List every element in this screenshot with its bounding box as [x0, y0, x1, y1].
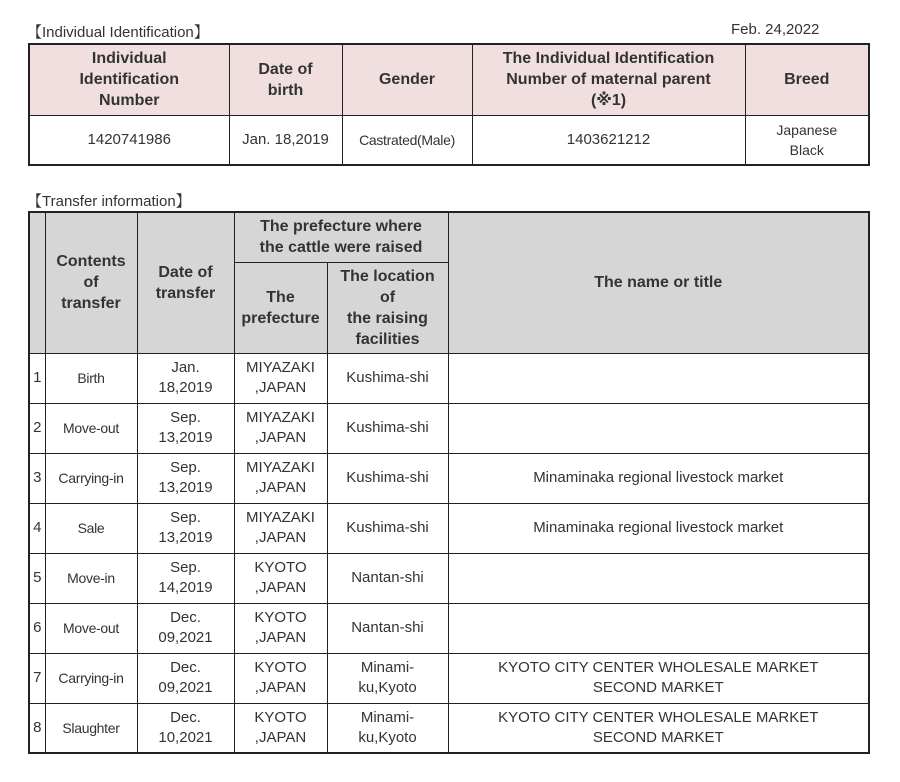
cell-transfer-date: Sep. 13,2019: [137, 403, 234, 453]
header-contents: Contents of transfer: [45, 212, 137, 353]
transfer-row: [29, 353, 869, 403]
cell-prefecture: KYOTO ,JAPAN: [234, 703, 327, 753]
cell-name-or-title: [448, 403, 869, 453]
cell-transfer-contents: Birth: [45, 353, 137, 403]
cell-prefecture: KYOTO ,JAPAN: [234, 603, 327, 653]
cell-transfer-contents: Sale: [45, 503, 137, 553]
cell-transfer-date: Sep. 13,2019: [137, 503, 234, 553]
cell-name-or-title: KYOTO CITY CENTER WHOLESALE MARKET SECOND MARKET: [448, 703, 869, 753]
individual-identification-table: [28, 43, 870, 166]
individual-section-label: 【Individual Identification】: [27, 24, 209, 41]
cell-name-or-title: [448, 553, 869, 603]
cell-row-number: 5: [29, 553, 45, 603]
cell-facility-location: Kushima-shi: [327, 503, 448, 553]
individual-header-row: [29, 44, 869, 115]
header-prefecture: The prefecture: [234, 262, 327, 353]
transfer-section-label: 【Transfer information】: [27, 193, 191, 210]
cell-maternal-id: 1403621212: [472, 115, 745, 165]
cell-prefecture: MIYAZAKI ,JAPAN: [234, 503, 327, 553]
cell-row-number: 1: [29, 353, 45, 403]
cell-row-number: 6: [29, 603, 45, 653]
cell-facility-location: Kushima-shi: [327, 353, 448, 403]
header-row-number: [29, 212, 45, 353]
cell-transfer-date: Dec. 09,2021: [137, 603, 234, 653]
cell-gender: Castrated(Male): [342, 115, 472, 165]
transfer-row: [29, 603, 869, 653]
transfer-row: [29, 703, 869, 753]
cell-transfer-contents: Slaughter: [45, 703, 137, 753]
cell-transfer-contents: Carrying-in: [45, 653, 137, 703]
cell-facility-location: Nantan-shi: [327, 603, 448, 653]
header-prefecture-group: The prefecture where the cattle were raised: [234, 212, 448, 262]
cell-facility-location: Kushima-shi: [327, 453, 448, 503]
cell-transfer-contents: Move-out: [45, 603, 137, 653]
cell-id-number: 1420741986: [29, 115, 229, 165]
cell-row-number: 8: [29, 703, 45, 753]
cell-row-number: 7: [29, 653, 45, 703]
cell-transfer-contents: Move-in: [45, 553, 137, 603]
cell-row-number: 4: [29, 503, 45, 553]
transfer-information-table: [28, 211, 870, 754]
cell-prefecture: MIYAZAKI ,JAPAN: [234, 403, 327, 453]
cell-facility-location: Kushima-shi: [327, 403, 448, 453]
cell-name-or-title: KYOTO CITY CENTER WHOLESALE MARKET SECOND MARKET: [448, 653, 869, 703]
cell-prefecture: MIYAZAKI ,JAPAN: [234, 453, 327, 503]
cell-name-or-title: Minaminaka regional livestock market: [448, 453, 869, 503]
cell-name-or-title: [448, 603, 869, 653]
cell-facility-location: Minami- ku,Kyoto: [327, 653, 448, 703]
header-breed: Breed: [745, 44, 869, 115]
header-name-or-title: The name or title: [448, 212, 869, 353]
cell-transfer-date: Jan. 18,2019: [137, 353, 234, 403]
cell-row-number: 3: [29, 453, 45, 503]
header-id-number: Individual Identification Number: [29, 44, 229, 115]
cell-transfer-date: Sep. 14,2019: [137, 553, 234, 603]
transfer-row: [29, 403, 869, 453]
cell-transfer-contents: Move-out: [45, 403, 137, 453]
cell-facility-location: Nantan-shi: [327, 553, 448, 603]
header-transfer-date: Date of transfer: [137, 212, 234, 353]
cell-transfer-date: Sep. 13,2019: [137, 453, 234, 503]
header-facility-location: The location of the raising facilities: [327, 262, 448, 353]
transfer-row: [29, 503, 869, 553]
cell-transfer-contents: Carrying-in: [45, 453, 137, 503]
transfer-body: [29, 353, 869, 753]
cell-transfer-date: Dec. 10,2021: [137, 703, 234, 753]
report-date: Feb. 24,2022: [731, 21, 820, 38]
transfer-row: [29, 553, 869, 603]
header-date-of-birth: Date of birth: [229, 44, 342, 115]
cell-name-or-title: Minaminaka regional livestock market: [448, 503, 869, 553]
cell-name-or-title: [448, 353, 869, 403]
cell-transfer-date: Dec. 09,2021: [137, 653, 234, 703]
transfer-row: [29, 453, 869, 503]
cell-prefecture: MIYAZAKI ,JAPAN: [234, 353, 327, 403]
cell-row-number: 2: [29, 403, 45, 453]
cell-breed: Japanese Black: [745, 115, 869, 165]
header-maternal-id: The Individual Identification Number of maternal parent (※1): [472, 44, 745, 115]
cell-date-of-birth: Jan. 18,2019: [229, 115, 342, 165]
individual-data-row: [29, 115, 869, 165]
cell-facility-location: Minami- ku,Kyoto: [327, 703, 448, 753]
cell-prefecture: KYOTO ,JAPAN: [234, 653, 327, 703]
cell-prefecture: KYOTO ,JAPAN: [234, 553, 327, 603]
header-gender: Gender: [342, 44, 472, 115]
transfer-row: [29, 653, 869, 703]
transfer-header-row-1: [29, 212, 869, 262]
